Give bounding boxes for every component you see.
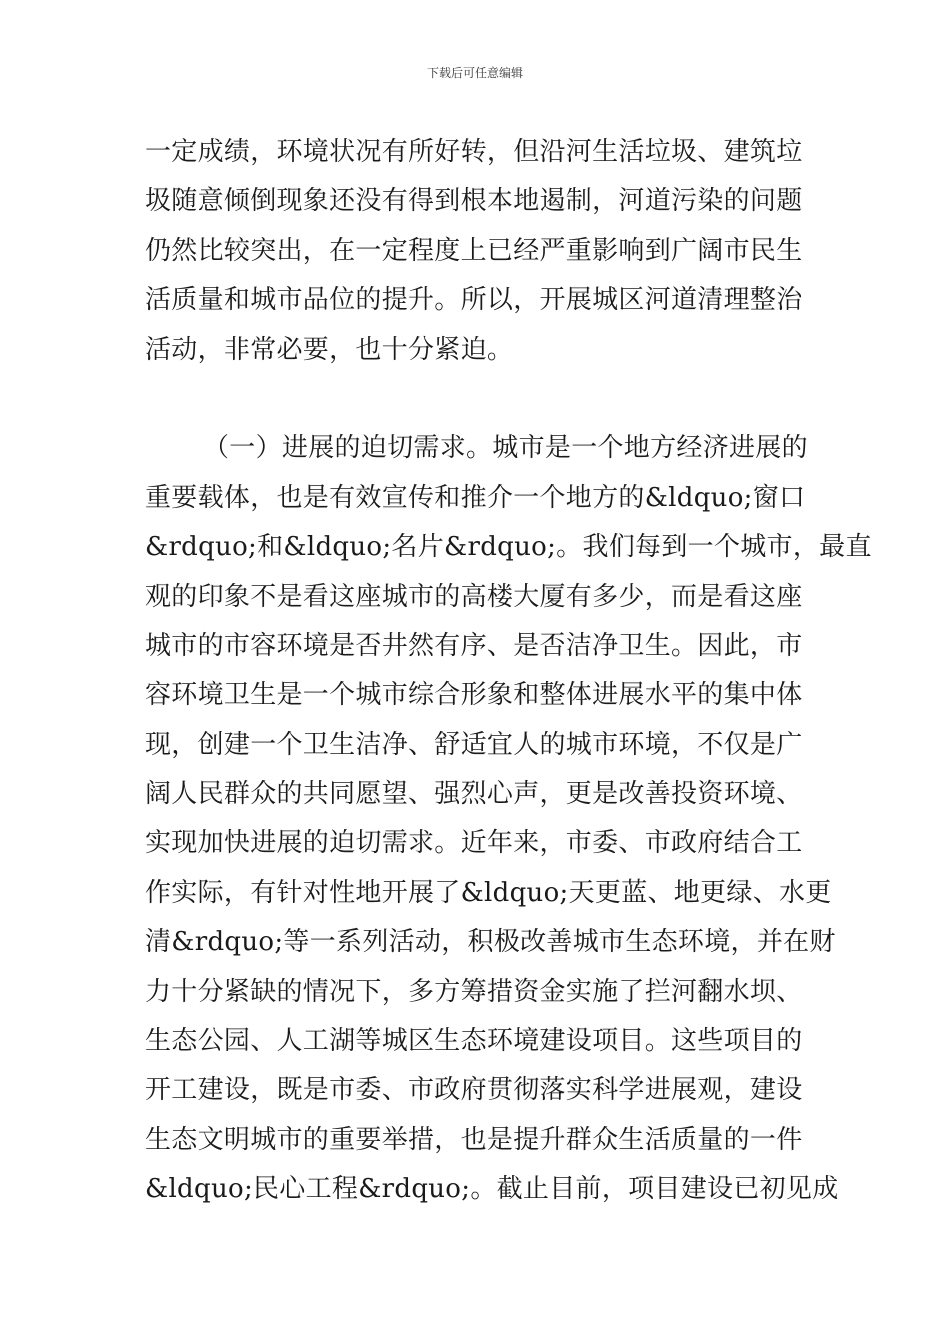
text-line: 力十分紧缺的情况下，多方筹措资金实施了拦河翻水坝、: [145, 976, 803, 1007]
text-line: 仍然比较突出，在一定程度上已经严重影响到广阔市民生: [145, 235, 803, 266]
text-line: 城市的市容环境是否井然有序、是否洁净卫生。因此，市: [145, 630, 803, 661]
text-line: 开工建设，既是市委、市政府贯彻落实科学进展观，建设: [145, 1075, 803, 1106]
text-line: 圾随意倾倒现象还没有得到根本地遏制，河道污染的问题: [145, 186, 803, 217]
text-line: 观的印象不是看这座城市的高楼大厦有多少，而是看这座: [145, 581, 803, 612]
text-line: 生态公园、人工湖等城区生态环境建设项目。这些项目的: [145, 1026, 803, 1057]
text-line: 容环境卫生是一个城市综合形象和整体进展水平的集中体: [145, 680, 803, 711]
text-line: （一）进展的迫切需求。城市是一个地方经济进展的: [203, 433, 808, 464]
text-line: &rdquo;和&ldquo;名片&rdquo;。我们每到一个城市，最直: [145, 532, 872, 563]
text-line: 一定成绩，环境状况有所好转，但沿河生活垃圾、建筑垃: [145, 137, 803, 167]
text-line: 生态文明城市的重要举措，也是提升群众生活质量的一件: [145, 1124, 803, 1155]
text-line: 活动，非常必要，也十分紧迫。: [145, 334, 514, 365]
text-line: 阔人民群众的共同愿望、强烈心声，更是改善投资环境、: [145, 779, 803, 810]
paragraph-2: [145, 424, 872, 1214]
document-body: [145, 128, 872, 1215]
page-header-note: 下载后可任意编辑: [426, 66, 523, 80]
text-line: 现，创建一个卫生洁净、舒适宜人的城市环境，不仅是广: [145, 729, 803, 760]
text-line: 重要载体，也是有效宣传和推介一个地方的&ldquo;窗口: [145, 482, 806, 513]
text-line: 清&rdquo;等一系列活动，积极改善城市生态环境，并在财: [145, 927, 836, 958]
text-line: 实现加快进展的迫切需求。近年来，市委、市政府结合工: [145, 828, 803, 859]
paragraph-gap: [145, 375, 815, 424]
text-line: 活质量和城市品位的提升。所以，开展城区河道清理整治: [145, 285, 803, 316]
paragraph-1: [145, 128, 815, 375]
text-line: 作实际，有针对性地开展了&ldquo;天更蓝、地更绿、水更: [145, 877, 832, 908]
text-line: &ldquo;民心工程&rdquo;。截止目前，项目建设已初见成: [145, 1174, 839, 1205]
